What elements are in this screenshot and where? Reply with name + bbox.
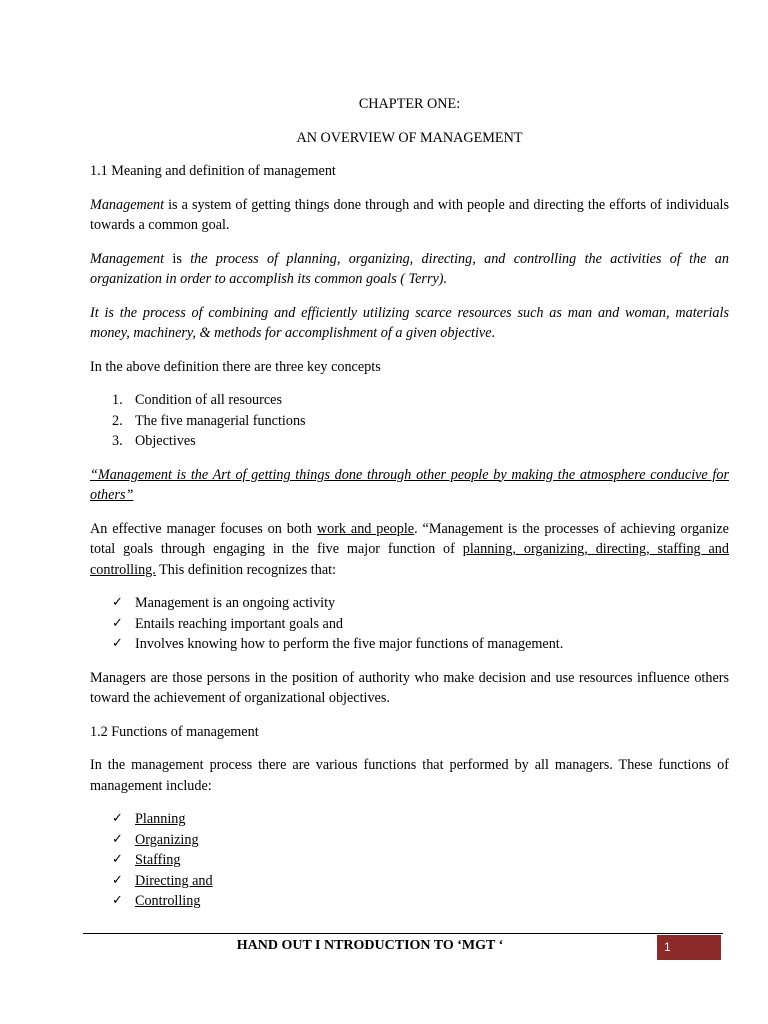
function-organizing: Organizing — [135, 831, 199, 848]
definition-3 — [90, 303, 729, 344]
concepts-list — [90, 390, 729, 452]
checkmark-icon: ✓ — [112, 872, 123, 888]
list-item — [90, 871, 729, 892]
list-item — [90, 431, 729, 452]
effective-underline-2: planning, organizing, directing, staffing and controlling. — [90, 541, 729, 578]
definition-2-text: the process of planning, organizing, directing, and controlling the activities of the an organization in order to accomplish its common goals ( Terry). — [90, 250, 729, 287]
effective-text-3: This definition recognizes that: — [155, 561, 337, 578]
effective-text-1: An effective manager focuses on both — [90, 520, 317, 537]
list-text: Management is an ongoing activity — [135, 595, 336, 611]
functions-intro: In the management process there are various functions that performed by all managers. These functions of management include: — [90, 757, 729, 794]
list-text: Objectives — [135, 433, 196, 449]
chapter-heading: CHAPTER ONE: — [358, 96, 461, 112]
list-item — [90, 830, 729, 851]
checkmark-icon: ✓ — [112, 893, 123, 908]
list-text: Involves knowing how to perform the five major functions of management. — [135, 636, 564, 652]
footer-title: HAND OUT I NTRODUCTION TO ‘MGT ‘ — [236, 938, 504, 953]
document-page — [90, 94, 729, 925]
function-directing: Directing and — [135, 872, 213, 889]
checkmark-icon: ✓ — [112, 615, 123, 631]
footer-divider — [83, 933, 723, 934]
checkmark-icon: ✓ — [112, 811, 123, 826]
effective-manager-paragraph — [90, 519, 729, 581]
checkmark-icon: ✓ — [112, 831, 123, 847]
management-quote: “Management is the Art of getting things done through other people by making the atmosphere conducive for others” — [90, 466, 729, 503]
list-item — [90, 634, 729, 655]
list-item — [90, 850, 729, 871]
list-text: Condition of all resources — [135, 392, 282, 408]
list-item — [90, 614, 729, 635]
checkmark-icon: ✓ — [112, 595, 123, 610]
list-item — [90, 390, 729, 411]
managers-paragraph: Managers are those persons in the position of authority who make decision and use resources influence others toward the achievement of organizational objectives. — [90, 669, 729, 706]
definition-2 — [90, 249, 729, 290]
section-heading-1-1: 1.1 Meaning and definition of management — [90, 163, 336, 179]
functions-list — [90, 809, 729, 912]
list-item — [90, 411, 729, 432]
definition-2-term: Management — [90, 250, 165, 267]
effective-text-2: . “Management is the processes of achieving organize total goals through engaging in the five major function of — [90, 520, 729, 557]
list-number: 2. — [112, 412, 123, 429]
function-staffing: Staffing — [135, 852, 181, 868]
page-number-badge: 1 — [657, 935, 721, 960]
definition-1-text: is a system of getting things done through and with people and directing the efforts of individuals towards a common goal. — [90, 196, 729, 233]
recognizes-list — [90, 593, 729, 655]
effective-underline-1: work and people — [316, 520, 415, 537]
definition-2-is: is — [164, 250, 191, 267]
chapter-title: AN OVERVIEW OF MANAGEMENT — [296, 129, 523, 146]
list-number: 1. — [112, 392, 123, 408]
definition-1 — [90, 195, 729, 236]
list-text: The five managerial functions — [135, 412, 306, 429]
definition-3-period: . — [491, 325, 496, 341]
list-item — [90, 593, 729, 614]
definition-1-term: Management — [90, 196, 165, 213]
list-text: Entails reaching important goals and — [135, 615, 344, 632]
definition-3-text: It is the process of combining and efficiently utilizing scarce resources such as man and woman, materials money, machinery, & methods for accomplishment of a given objective — [90, 304, 729, 341]
concepts-intro: In the above definition there are three key concepts — [90, 358, 381, 375]
function-controlling: Controlling — [135, 893, 201, 909]
checkmark-icon: ✓ — [112, 636, 123, 651]
list-number: 3. — [112, 433, 123, 449]
list-item — [90, 891, 729, 912]
function-planning: Planning — [135, 811, 186, 827]
checkmark-icon: ✓ — [112, 852, 123, 867]
section-heading-1-2: 1.2 Functions of management — [90, 723, 259, 740]
list-item — [90, 809, 729, 830]
